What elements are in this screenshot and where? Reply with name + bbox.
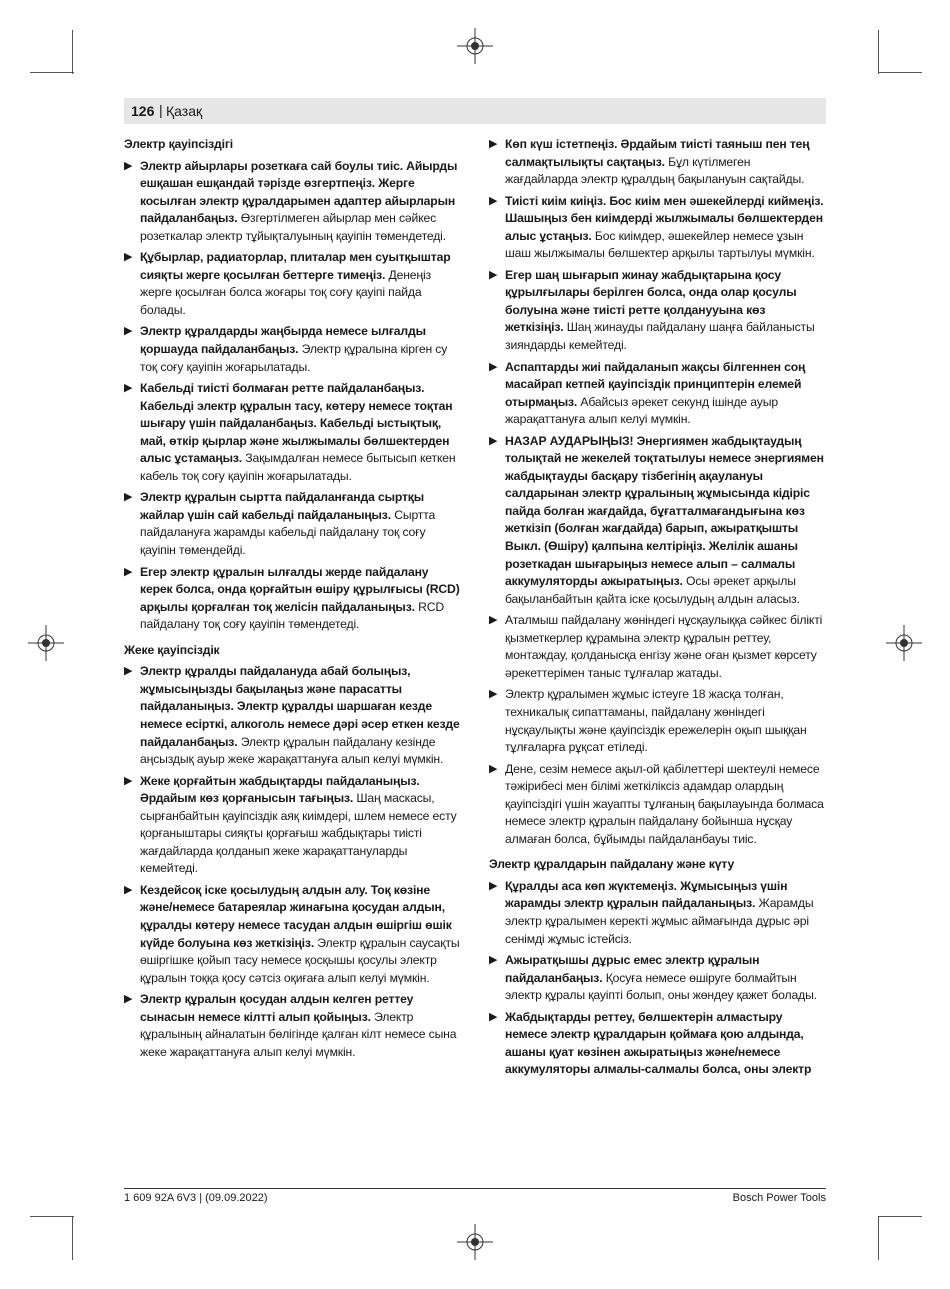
bullet-normal-text: Шаң жинауды пайдалану шаңға байланысты зияндарды кемейтеді. [505, 320, 815, 353]
bullet-bold-text: Егер электр құралын ылғалды жерде пайдалану керек болса, онда қорғайтын өшіру құрылғысы (RCD) арқылы қорғалған тоқ желісін пайдаланыңыз. [140, 564, 460, 614]
bullet-arrow-icon: ▶ [124, 665, 133, 678]
bullet-bold-text: Көп күш істетпеңіз. Әрдайым тиісті таяныш пен тең салмақтылықты сақтаңыз. [505, 137, 810, 169]
registration-mark-icon [457, 1224, 493, 1260]
bullet-normal-text: Зақымдалған немесе бытысып кеткен кабель тоқ соғу қауіпін жоғарылатады. [140, 451, 456, 483]
bullet-arrow-icon: ▶ [124, 382, 133, 395]
bullet-bold-text: Құбырлар, радиаторлар, плиталар мен суытқыштар сияқты жерге қосылған беттерге тимеңіз. [140, 250, 451, 282]
bullet-bold-text: Тиісті киім киіңіз. Бос киім мен әшекейлерді киймеңіз. Шашыңыз бен киімдерді жылжымалы бөлшектерден алыс ұстаңыз. [505, 193, 824, 243]
bullet-item [489, 193, 826, 263]
bullet-item [489, 267, 826, 355]
page-header-bar [124, 98, 826, 124]
bullet-normal-text: Аталмыш пайдалану жөніндегі нұсқаулыққа сәйкес білікті қызметкерлер құрамына электр құралын реттеу, монтаждау, қолданысқа енгізу және оған қызмет көрсету әрекеттерімен таныс тұлғалар жатады. [505, 613, 823, 680]
bullet-arrow-icon: ▶ [124, 159, 133, 172]
bullet-normal-text: Электр құралын пайдалану кезінде аңсыздық ауыр жеке жарақаттануға алып келуі мүмкін. [140, 734, 444, 767]
bullet-bold-text: Жабдықтарды реттеу, бөлшектерін алмастыру немесе электр құралдарын қоймаға қою алдында, ашаны қуат көзінен ажыратыңыз және/немесе аккумуляторы алмалы-салмалы болса, оны электр [505, 1009, 812, 1077]
bullet-arrow-icon: ▶ [489, 1010, 498, 1023]
bullet-item [124, 882, 461, 987]
bullet-bold-text: Электр құралын сыртта пайдаланғанда сыртқы жайлар үшін сай кабельді пайдаланыңыз. [140, 490, 424, 522]
bullet-arrow-icon: ▶ [124, 325, 133, 338]
bullet-arrow-icon: ▶ [489, 268, 498, 281]
bullet-arrow-icon: ▶ [489, 614, 498, 627]
bullet-item [489, 433, 826, 608]
bullet-item [489, 878, 826, 948]
bullet-item [489, 359, 826, 429]
bullet-arrow-icon: ▶ [489, 434, 498, 447]
bullet-arrow-icon: ▶ [124, 993, 133, 1006]
bullet-normal-text: Осы әрекет арқылы бақыланбайтын қайта іске қосылудың алдын аласыз. [505, 574, 800, 606]
bullet-normal-text: Денеңіз жерге қосылған болса жоғары тоқ соғу қауіпі пайда болады. [140, 267, 432, 317]
bullet-normal-text: Дене, сезім немесе ақыл-ой қабілеттері шектеулі немесе тәжірибесі мен білімі жеткіліксіз адамдар олардың қауіпсіздігі үшін жауапты тұлғаның бақылауында болмаса немесе электр құралын пайдалану бойынша нұсқау алмаған болса, бұйымды пайдаланбауы тиіс. [505, 761, 824, 846]
bullet-normal-text: Электр құралымен жұмыс істеуге 18 жасқа толған, техникалық сипаттаманы, пайдалану жөніндегі нұсқаулықты және қауіпсіздік ережелерін оқып шыққан тұлғаларға рұқсат етіледі. [505, 687, 807, 755]
bullet-arrow-icon: ▶ [124, 491, 133, 504]
registration-mark-icon [457, 28, 493, 64]
bullet-arrow-icon: ▶ [124, 251, 133, 264]
document-code: 1 609 92A 6V3 | (09.09.2022) [124, 1192, 268, 1204]
bullet-bold-text: Электр айырлары розеткаға сай боулы тиіс. Айырды ешқашан ешқандай тәрізде өзгертпеңіз. Жерге косылған электр құралдарымен адаптер айырларын пайдаланбаңыз. [140, 158, 458, 226]
bullet-bold-text: Құралды аса көп жүктемеңіз. Жұмысыңыз үшін жарамды электр құралын пайдаланыңыз. [505, 878, 788, 911]
bullet-arrow-icon: ▶ [489, 194, 498, 207]
bullet-item [124, 489, 461, 559]
bullet-item [124, 380, 461, 485]
bullet-item [489, 612, 826, 682]
bullet-bold-text: Ажыратқышы дұрыс емес электр құралын пайдаланбаңыз. [505, 953, 760, 985]
bullet-item [124, 158, 461, 246]
bullet-arrow-icon: ▶ [124, 883, 133, 896]
bullet-normal-text: Абайсыз әрекет секунд ішінде ауыр жарақаттануға алып келуі мүмкін. [505, 394, 778, 427]
bullet-normal-text: Жарамды электр құралымен керекті жұмыс аймағында дұрыс әрі сенімді жұмыс істейсіз. [505, 896, 814, 946]
bullet-item [489, 686, 826, 756]
crop-mark [878, 1216, 922, 1217]
bullet-bold-text: Электр құралды пайдалануда абай болыңыз, жұмысыңызды бақылаңыз және парасатты пайдаланыңыз. Электр құралды шаршаған кезде немесе есірткі, алкоголь немесе дәрі әсер еткен кезде пайдаланбаңыз. [140, 664, 460, 749]
bullet-bold-text: Кабельді тиісті болмаған ретте пайдаланбаңыз. Кабельді электр құралын тасу, көтеру немесе тоқтан шығару үшін пайдаланбаңыз. Кабельді ыстықтық, май, өткір қырлар және жылжымалы бөлшектерден алыс ұстамаңыз. [140, 381, 453, 466]
bullet-normal-text: RCD пайдалану тоқ соғу қауіпін төмендетеді. [140, 599, 445, 632]
left-column [124, 136, 461, 1065]
bullet-normal-text: Электр құралының айналатын бөлігінде қалған кілт немесе сына жеке жарақаттануға алып келуі мүмкін. [140, 1009, 457, 1059]
crop-mark [30, 72, 74, 73]
bullet-bold-text: Жеке қорғайтын жабдықтарды пайдаланыңыз. Әрдайым көз қорғанысын тағыңыз. [140, 773, 420, 806]
bullet-normal-text: Өзгертілмеген айырлар мен сәйкес розеткалар электр тұйықталуының қауіпін төмендетеді. [140, 211, 446, 243]
bullet-normal-text: Шаң маскасы, сырғанбайтын қауіпсіздік аяқ киімдері, шлем немесе есту қорғаныштары сияқты қорғағыш жабдықтары тиісті жағдайларда қолданып жеке жарақаттануларды кемейтеді. [140, 791, 457, 876]
page-number: 126 [131, 103, 155, 119]
bullet-arrow-icon: ▶ [489, 688, 498, 701]
crop-mark [878, 72, 922, 73]
section-heading: Электр қауіпсіздігі [124, 137, 233, 151]
bullet-arrow-icon: ▶ [124, 565, 133, 578]
bullet-arrow-icon: ▶ [124, 774, 133, 787]
bullet-item [489, 1009, 826, 1079]
crop-mark [72, 1216, 73, 1260]
bullet-normal-text: Бос киімдер, әшекейлер немесе ұзын шаш жылжымалы бөлшектер арқылы тартылуы мүмкін. [505, 228, 815, 261]
bullet-item [124, 773, 461, 878]
header-separator: | [159, 102, 163, 118]
bullet-normal-text: Қосуға немесе өшіруге болмайтын электр құралы қауіпті болып, оны жөндеу қажет болады. [505, 970, 817, 1003]
footer-divider [124, 1188, 826, 1189]
bullet-item [489, 952, 826, 1005]
bullet-bold-text: Егер шаң шығарып жинау жабдықтарына қосу құрылғылары берілген болса, онда олар қосулы болуына және тиісті ретте қолданууына көз жеткізіңіз. [505, 267, 797, 335]
bullet-arrow-icon: ▶ [489, 762, 498, 775]
crop-mark [72, 30, 73, 74]
section-heading: Жеке қауіпсіздік [124, 642, 220, 657]
bullet-normal-text: Сыртта пайдалануға жарамды кабельді пайдалану тоқ соғу қауіпін төмендейді. [140, 507, 436, 558]
bullet-bold-text: НАЗАР АУДАРЫҢЫЗ! Энергиямен жабдықтаудың толықтай не жекелей тоқтатылуы немесе энергиямен жабдықтауды басқару тізбегінің ақаулануы салдарынан электр құралының жұмысында кідіріс пайда болған жағдайда, бұғатталмағандығына көз жеткізіп (болған жағдайда) барып, ажыратқышты Выкл. (Өшіру) қалпына келтіріңіз. Желілік ашаны розеткадан шығарыңыз немесе алып – салмалы аккумуляторды ажыратыңыз. [505, 433, 824, 589]
bullet-bold-text: Кездейсоқ іске қосылудың алдын алу. Тоқ көзіне және/немесе батареялар жинағына қосудан алдын, құралды көтеру немесе тасудан алдын өшіргіш өшік күйде болуына көз жеткізіңіз. [140, 882, 452, 950]
crop-mark [878, 1216, 879, 1260]
bullet-normal-text: Бұл күтілмеген жағдайларда электр құралдың бақылануын сақтайды. [505, 154, 805, 187]
bullet-item [124, 249, 461, 319]
bullet-bold-text: Аспаптарды жиі пайдаланып жақсы білгеннен соң масайрап кетпей қауіпсіздік принциптерін елемей отырмаңыз. [505, 359, 806, 409]
bullet-item [489, 136, 826, 189]
bullet-arrow-icon: ▶ [489, 138, 498, 150]
crop-mark [878, 30, 879, 74]
bullet-item [124, 991, 461, 1061]
registration-mark-icon [886, 625, 922, 661]
bullet-bold-text: Электр құралын қосудан алдын келген реттеу сынасын немесе кілтті алып қойыңыз. [140, 992, 414, 1024]
bullet-arrow-icon: ▶ [489, 360, 498, 373]
bullet-normal-text: Электр құралына кірген су тоқ соғу қауіпін жоғарылатады. [140, 342, 448, 374]
bullet-item [124, 663, 461, 768]
right-column [489, 136, 826, 1083]
bullet-item [124, 564, 461, 634]
bullet-bold-text: Электр құралдарды жаңбырда немесе ылғалды қоршауда пайдаланбаңыз. [140, 324, 426, 357]
bullet-item [124, 323, 461, 376]
section-heading: Электр құралдарын пайдалану және күту [489, 857, 735, 872]
bullet-arrow-icon: ▶ [489, 954, 498, 967]
bullet-item [489, 761, 826, 849]
language-label: Қазақ [166, 103, 203, 119]
registration-mark-icon [28, 625, 64, 661]
bullet-normal-text: Электр құралын саусақты өшіргішке қойып тасу немесе қосқышы қосулы электр құралын тоққа қосу сәтсіз оқиғаға алып келуі мүмкін. [140, 935, 460, 985]
crop-mark [30, 1216, 74, 1217]
bullet-arrow-icon: ▶ [489, 879, 498, 892]
brand-footer: Bosch Power Tools [732, 1192, 826, 1204]
